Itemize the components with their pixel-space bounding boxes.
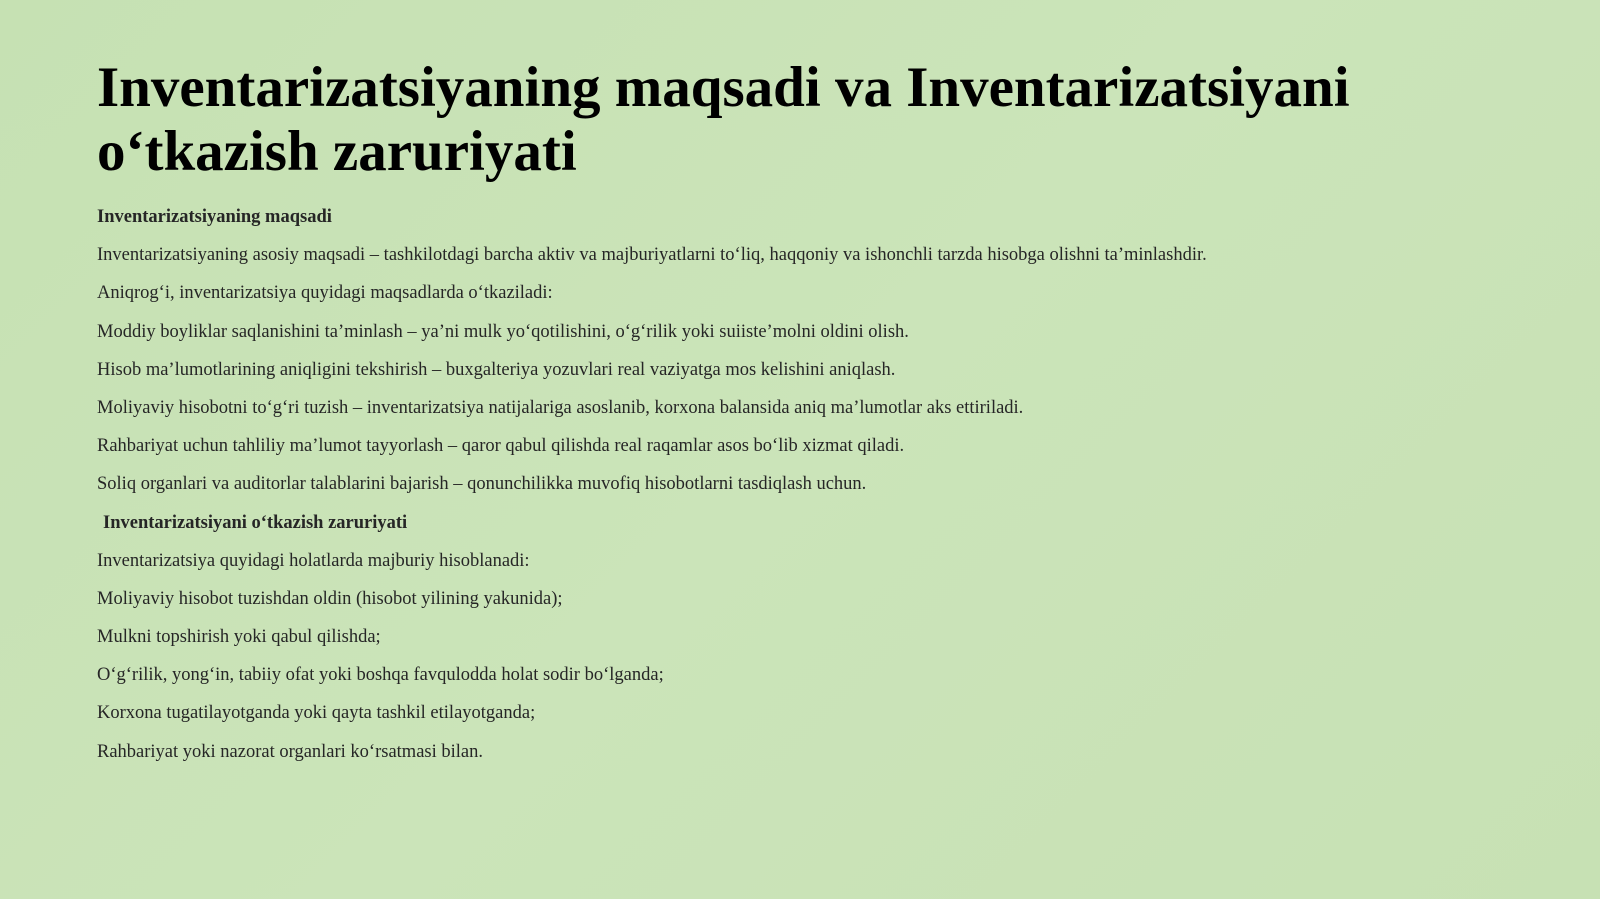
list-item: Moliyaviy hisobotni to‘g‘ri tuzish – inventarizatsiya natijalariga asoslanib, korxona balansida aniq ma’lumotlar aks ettiriladi. bbox=[97, 397, 1024, 418]
list-item: Rahbariyat uchun tahliliy ma’lumot tayyorlash – qaror qabul qilishda real raqamlar asos bo‘lib xizmat qiladi. bbox=[97, 436, 905, 457]
list-item: O‘g‘rilik, yong‘in, tabiiy ofat yoki boshqa favqulodda holat sodir bo‘lganda; bbox=[97, 665, 664, 686]
list-item: Moddiy boyliklar saqlanishini ta’minlash – ya’ni mulk yo‘qotilishini, o‘g‘rilik yoki suiiste’molni oldini olish. bbox=[97, 321, 909, 342]
list-item: Mulkni topshirish yoki qabul qilishda; bbox=[97, 627, 381, 648]
section-heading-necessity: Inventarizatsiyani o‘tkazish zaruriyati bbox=[103, 512, 408, 533]
list-item: Korxona tugatilayotganda yoki qayta tashkil etilayotganda; bbox=[97, 703, 536, 724]
slide-title: Inventarizatsiyaning maqsadi va Inventarizatsiyani o‘tkazish zaruriyati bbox=[97, 56, 1350, 183]
list-item: Soliq organlari va auditorlar talablarini bajarish – qonunchilikka muvofiq hisobotlarni tasdiqlash uchun. bbox=[97, 474, 867, 495]
paragraph-main-purpose: Inventarizatsiyaning asosiy maqsadi – tashkilotdagi barcha aktiv va majburiyatlarni to‘liq, haqqoniy va ishonchli tarzda hisobga olishni ta’minlashdir. bbox=[97, 245, 1207, 266]
list-item: Rahbariyat yoki nazorat organlari ko‘rsatmasi bilan. bbox=[97, 741, 483, 762]
paragraph-necessity-intro: Inventarizatsiya quyidagi holatlarda majburiy hisoblanadi: bbox=[97, 550, 530, 571]
section-heading-purpose: Inventarizatsiyaning maqsadi bbox=[97, 207, 332, 227]
paragraph-purposes-intro: Aniqrog‘i, inventarizatsiya quyidagi maqsadlarda o‘tkaziladi: bbox=[97, 283, 553, 304]
slide-content bbox=[97, 204, 1517, 777]
list-item: Hisob ma’lumotlarining aniqligini tekshirish – buxgalteriya yozuvlari real vaziyatga mos kelishini aniqlash. bbox=[97, 359, 896, 380]
list-item: Moliyaviy hisobot tuzishdan oldin (hisobot yilining yakunida); bbox=[97, 588, 563, 609]
